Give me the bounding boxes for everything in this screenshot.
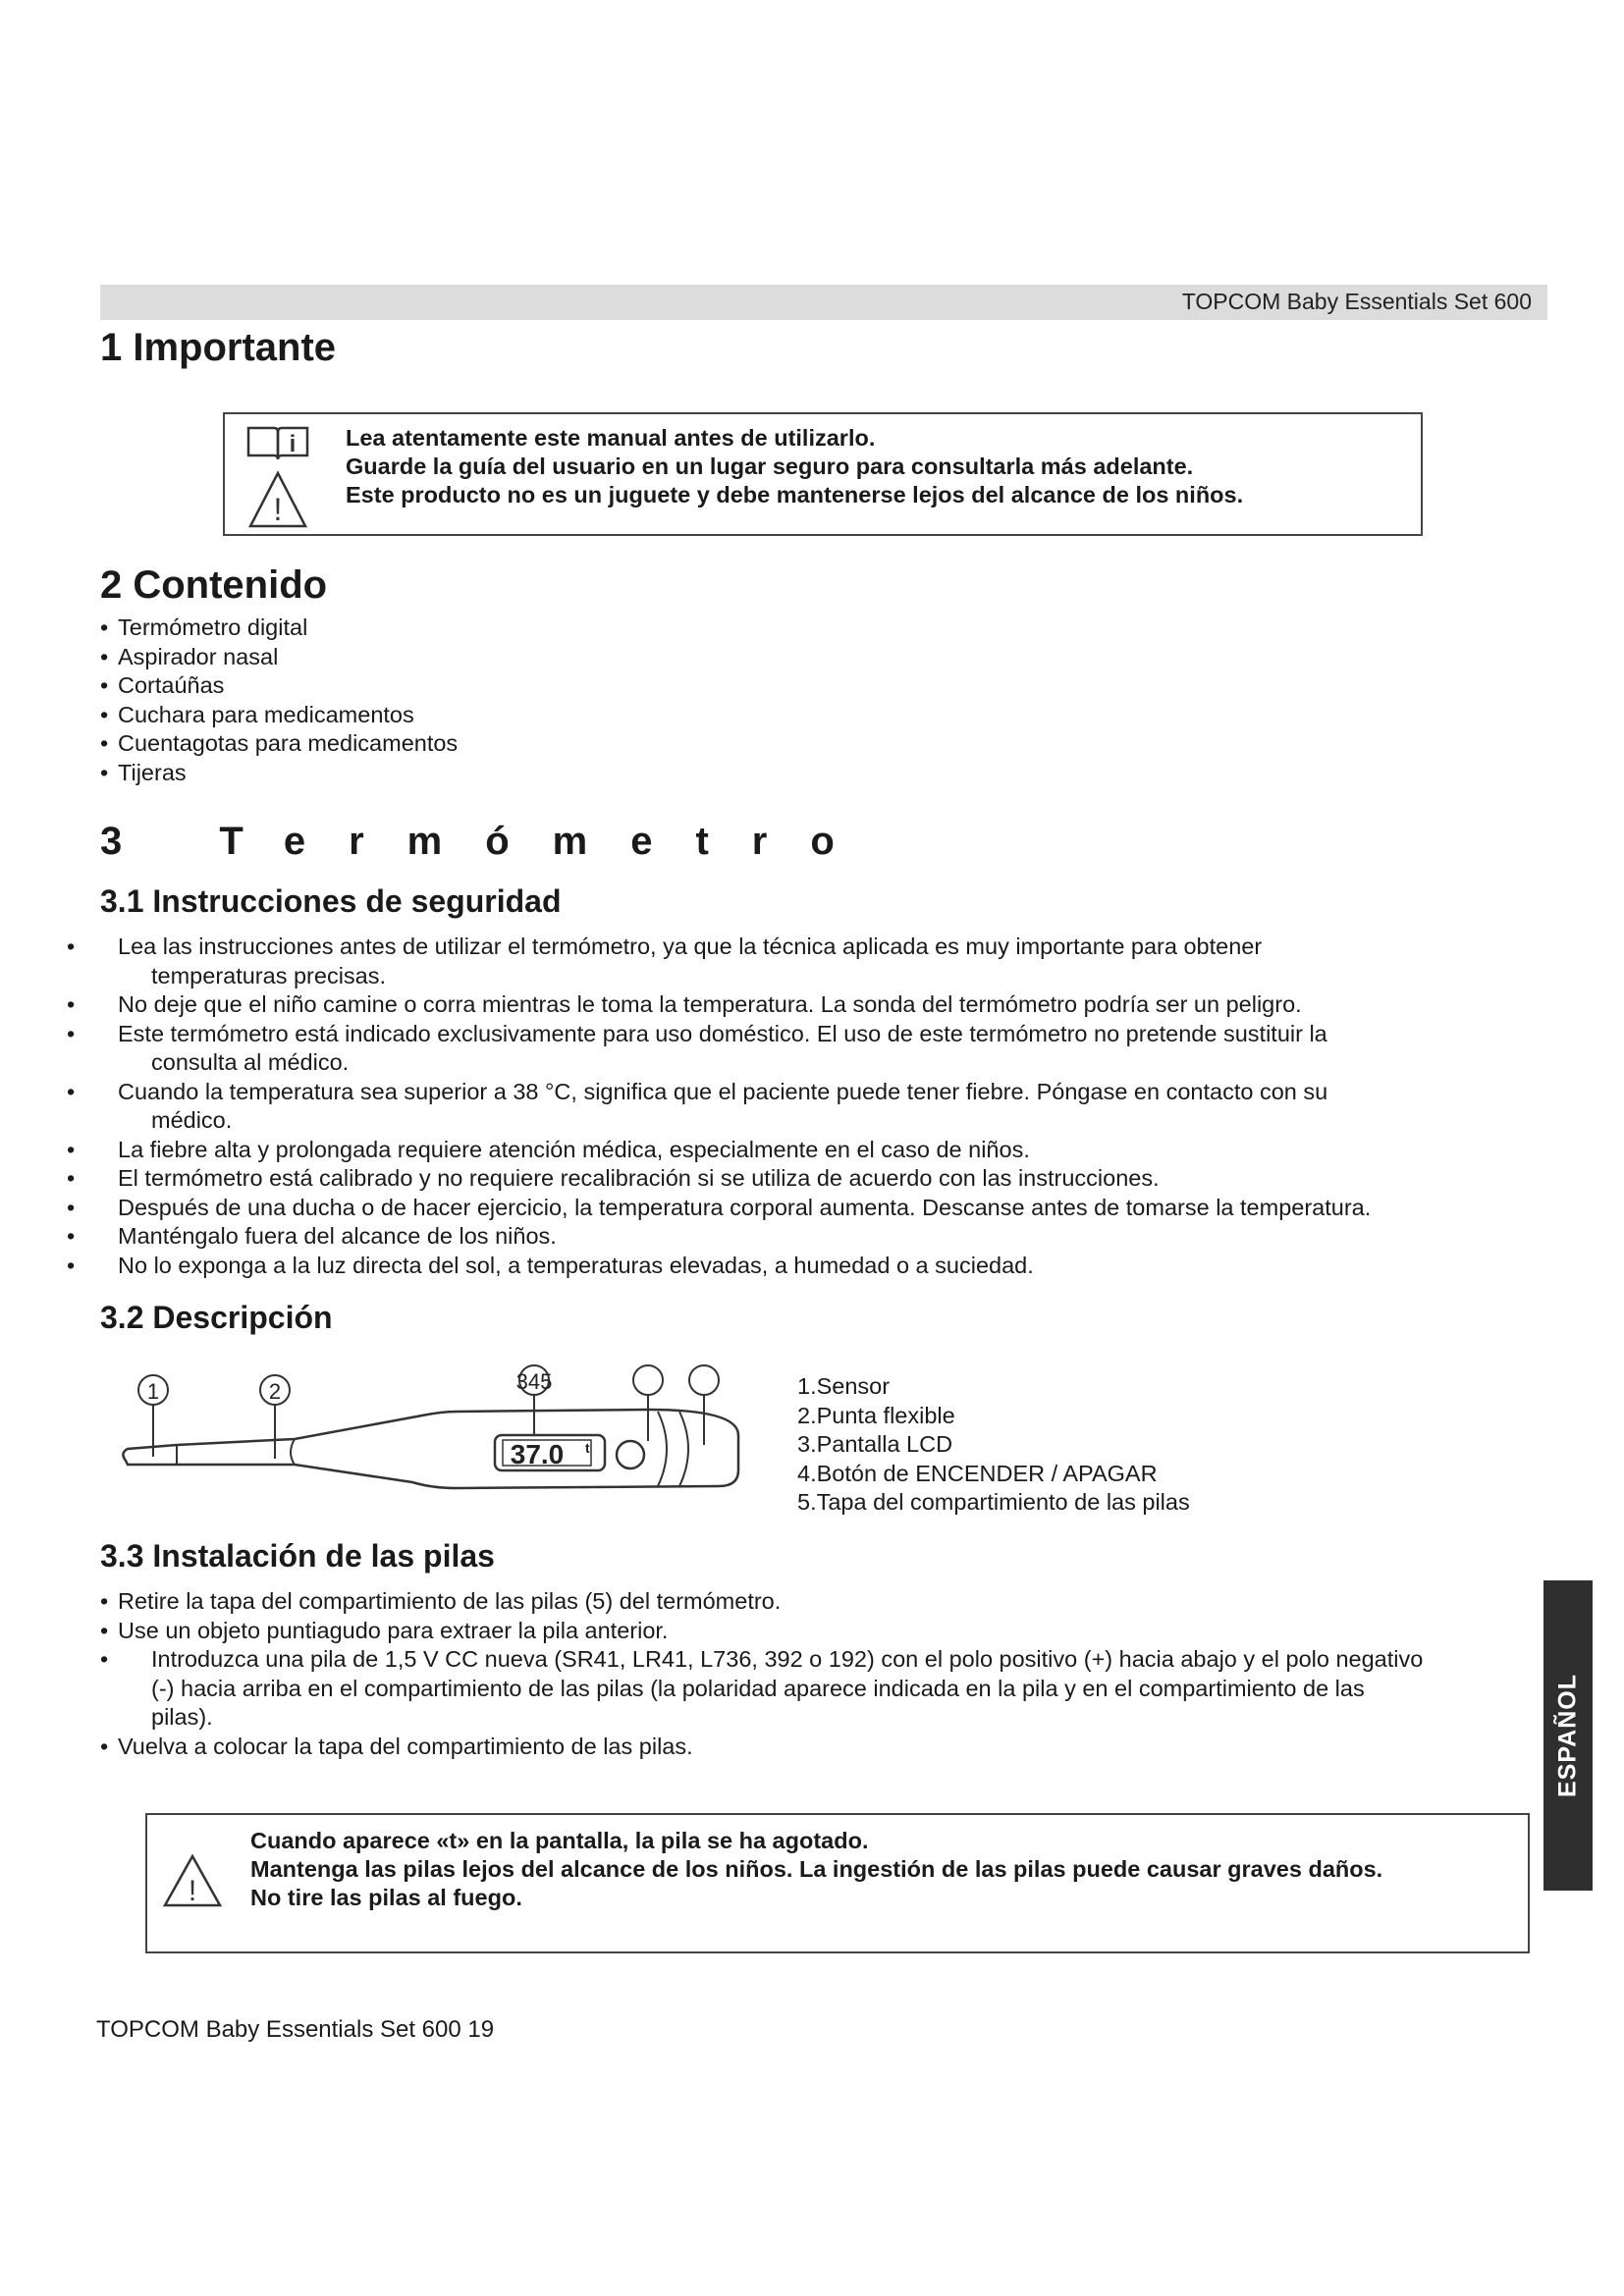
notice-line: Mantenga las pilas lejos del alcance de los niños. La ingestión de las pilas puede causar graves daños. (250, 1856, 1383, 1882)
callout-2: 2 (268, 1379, 282, 1404)
info-book-icon (244, 422, 311, 532)
section-title-contenido: 2 Contenido (100, 563, 328, 607)
list-item: • Después de una ducha o de hacer ejercicio, la temperatura corporal aumenta. Descanse antes de tomarse la temperatura. (100, 1194, 1371, 1223)
list-item: • Lea las instrucciones antes de utilizar el termómetro, ya que la técnica aplicada es muy importante para obtener temperaturas precisas. (100, 933, 1371, 990)
subsection-title-pilas: 3.3 Instalación de las pilas (100, 1538, 495, 1574)
important-notice-box (223, 412, 1423, 536)
list-item: • No lo exponga a la luz directa del sol, a temperaturas elevadas, a humedad o a suciedad. (100, 1252, 1371, 1281)
subsection-title-descripcion: 3.2 Descripción (100, 1300, 333, 1335)
list-item: • Cuando la temperatura sea superior a 38 °C, significa que el paciente puede tener fiebre. Póngase en contacto con su médico. (100, 1078, 1371, 1136)
page-footer: TOPCOM Baby Essentials Set 600 19 (96, 2016, 495, 2043)
list-item: • Cuentagotas para medicamentos (100, 729, 458, 759)
batteries-list (100, 1587, 1423, 1761)
list-item: • Vuelva a colocar la tapa del compartimiento de las pilas. (100, 1733, 1423, 1762)
diagram-legend (797, 1372, 1190, 1518)
legend-item: 1.Sensor (797, 1373, 891, 1399)
list-item: • Cortaúñas (100, 671, 458, 701)
important-notice-text (346, 424, 1243, 509)
list-item: • Introduzca una pila de 1,5 V CC nueva (SR41, LR41, L736, 392 o 192) con el polo positivo (+) hacia abajo y el polo negativo (-) hacia arriba en el compartimiento de las pilas (la polaridad aparece indicada en la pila y en el compartimiento de las pilas). (100, 1645, 1423, 1733)
legend-item: 5.Tapa del compartimiento de las pilas (797, 1489, 1190, 1515)
battery-notice-box (145, 1813, 1530, 1953)
list-item: • Use un objeto puntiagudo para extraer la pila anterior. (100, 1617, 1423, 1646)
battery-notice-text (250, 1827, 1382, 1912)
lcd-flag: t (585, 1440, 590, 1456)
legend-item: 2.Punta flexible (797, 1402, 955, 1428)
list-item: • No deje que el niño camine o corra mientras le toma la temperatura. La sonda del termómetro podría ser un peligro. (100, 990, 1371, 1020)
svg-text:!: ! (188, 1875, 197, 1907)
language-side-tab (1543, 1580, 1593, 1891)
legend-item: 4.Botón de ENCENDER / APAGAR (797, 1460, 1158, 1486)
notice-line: No tire las pilas al fuego. (250, 1885, 522, 1910)
list-item: • El termómetro está calibrado y no requiere recalibración si se utiliza de acuerdo con las instrucciones. (100, 1164, 1371, 1194)
list-item: • Termómetro digital (100, 614, 458, 643)
legend-item: 3.Pantalla LCD (797, 1431, 953, 1457)
subsection-title-seguridad: 3.1 Instrucciones de seguridad (100, 883, 562, 919)
list-item: • Este termómetro está indicado exclusivamente para uso doméstico. El uso de este termómetro no pretende sustituir la consulta al médico. (100, 1020, 1371, 1078)
contents-list (100, 614, 458, 787)
callout-345: 345 (515, 1369, 553, 1394)
svg-text:i: i (289, 431, 297, 457)
list-item: • Aspirador nasal (100, 643, 458, 672)
notice-line: Lea atentamente este manual antes de utilizarlo. (346, 425, 876, 451)
list-item: • Manténgalo fuera del alcance de los niños. (100, 1222, 1371, 1252)
list-item: • Retire la tapa del compartimiento de las pilas (5) del termómetro. (100, 1587, 1423, 1617)
power-button-shape (617, 1441, 644, 1468)
header-bar (100, 285, 1547, 320)
callout-1: 1 (146, 1379, 160, 1404)
warning-triangle-icon (250, 473, 305, 527)
list-item: • Cuchara para medicamentos (100, 701, 458, 730)
notice-line: Este producto no es un juguete y debe mantenerse lejos del alcance de los niños. (346, 482, 1244, 507)
list-item: • Tijeras (100, 759, 458, 788)
side-tab-label: ESPAÑOL (1553, 1674, 1582, 1797)
notice-line: Guarde la guía del usuario en un lugar seguro para consultarla más adelante. (346, 454, 1194, 479)
svg-text:!: ! (273, 492, 283, 527)
lcd-reading: 37.0 (510, 1439, 565, 1469)
safety-list (100, 933, 1371, 1280)
header-title: TOPCOM Baby Essentials Set 600 (1181, 289, 1532, 314)
list-item: • La fiebre alta y prolongada requiere atención médica, especialmente en el caso de niños. (100, 1136, 1371, 1165)
section-title-importante: 1 Importante (100, 326, 337, 369)
notice-line: Cuando aparece «t» en la pantalla, la pila se ha agotado. (250, 1828, 869, 1853)
section-title-termometro: 3 Termómetro (100, 820, 878, 863)
thermometer-diagram (118, 1355, 756, 1502)
warning-triangle-icon (161, 1852, 224, 1909)
